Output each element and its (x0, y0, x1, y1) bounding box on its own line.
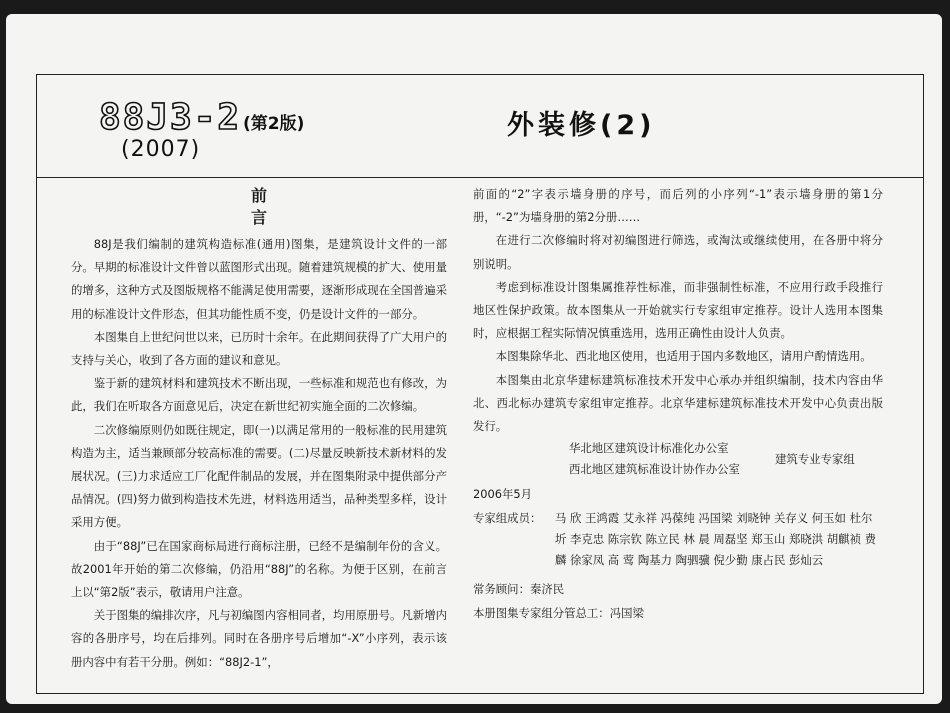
atlas-code: 88J3-2 (99, 97, 242, 138)
preface-paragraph: 由于“88J”已在国家商标局进行商标注册，已经不是编制年份的含义。故2001年开始的第二次修编，仍沿用“88J”的名称。为便于区别，在前言上以“第2版”表示，敬请用户注意。 (71, 538, 447, 600)
preface-paragraph: 本图集除华北、西北地区使用，也适用于国内多数地区，请用户酌情选用。 (495, 349, 872, 364)
issuing-offices (569, 438, 740, 480)
expert-members (473, 508, 883, 571)
atlas-title: 外装修(2) (507, 110, 656, 141)
preface-paragraph: 88J是我们编制的建筑构造标准(通用)图集，是建筑设计文件的一部分。早期的标准设计文件曾以蓝图形式出现。随着建筑规模的扩大、使用量的增多，这种方式及图版规格不能满足使用需要，逐渐形成现在全国普遍采用的标准设计文件形态，但其功能性质不变，仍是设计文件的一部分。 (71, 237, 447, 321)
left-column (71, 183, 447, 674)
preface-paragraph: 二次修编原则仍如既往规定，即(一)以满足常用的一般标准的民用建筑构造为主，适当兼顾部分较高标准的需要。(二)尽量反映新技术新材料的发展状况。(三)力求适应工厂化配件制品的发展，并在图集附录中提供部分产品情况。(四)努力做到构造技术先进，材料选用适当，品种类型多样，设计采用方便。 (71, 422, 447, 530)
preface-paragraph: 在进行二次修编时将对初编图进行筛选，或淘汰或继续使用，在各册中将分别说明。 (473, 233, 883, 271)
preface-paragraph: 前面的“2”字表示墙身册的序号，而后列的小序列“-1”表示墙身册的第1分册，“-2”为墙身册的第2分册…… (473, 187, 883, 225)
standing-advisor: 常务顾问：秦济民 (473, 582, 565, 597)
expert-members-label: 专家组成员： (473, 511, 542, 526)
edition-label: (第2版) (243, 114, 305, 134)
preface-paragraph: 本图集由北京华建标建筑标准技术开发中心承办并组织编制，技术内容由华北、西北标办建筑专家组审定推荐。北京华建标建筑标准技术开发中心负责出版发行。 (473, 372, 883, 434)
preface-paragraph: 本图集自上世纪问世以来，已历时十余年。在此期间获得了广大用户的支持与关心，收到了各方面的建议和意见。 (71, 329, 447, 368)
preface-paragraph: 考虑到标准设计图集属推荐性标准，而非强制性标准，不应用行政手段推行地区性保护政策。故本图集从一开始就实行专家组审定推荐。设计人选用本图集时，应根据工程实际情况慎重选用，选用正确性由设计人负责。 (473, 279, 883, 341)
right-column (473, 183, 883, 625)
signature-date: 2006年5月 (473, 487, 533, 502)
signature-block (473, 438, 883, 484)
preface-paragraph: 关于图集的编排次序，凡与初编图内容相同者，均用原册号。凡新增内容的各册序号，均在后排列。同时在各册序号后增加“-X”小序列，表示该册内容中有若干分册。例如：“88J2-1”， (71, 608, 447, 669)
document-page (6, 14, 942, 704)
chief-engineer: 本册图集专家组分管总工：冯国梁 (473, 606, 644, 621)
page-frame (36, 74, 924, 694)
office-north-china: 华北地区建筑设计标准化办公室 (569, 441, 729, 456)
preface-title: 前言 (250, 186, 397, 227)
header-divider (37, 177, 923, 178)
expert-group-name: 建筑专业专家组 (775, 452, 855, 467)
year-label: (2007) (121, 137, 201, 162)
preface-paragraph: 鉴于新的建筑材料和建筑技术不断出现，一些标准和规范也有修改，为此，我们在听取各方面意见后，决定在新世纪初实施全面的二次修编。 (71, 376, 447, 414)
office-northwest: 西北地区建筑标准设计协作办公室 (569, 462, 740, 477)
expert-members-names: 马 欣 王鸿霞 艾永祥 冯葆纯 冯国梁 刘晓钟 关存义 何玉如 杜尔圻 李克忠 陈宗钦 陈立民 林 晨 周磊坚 郑玉山 郑晓洪 胡麒祯 费 麟 徐家凤 高 莺 陶基力 陶驷骥 倪少勤 康占民 彭灿云 (555, 511, 876, 568)
